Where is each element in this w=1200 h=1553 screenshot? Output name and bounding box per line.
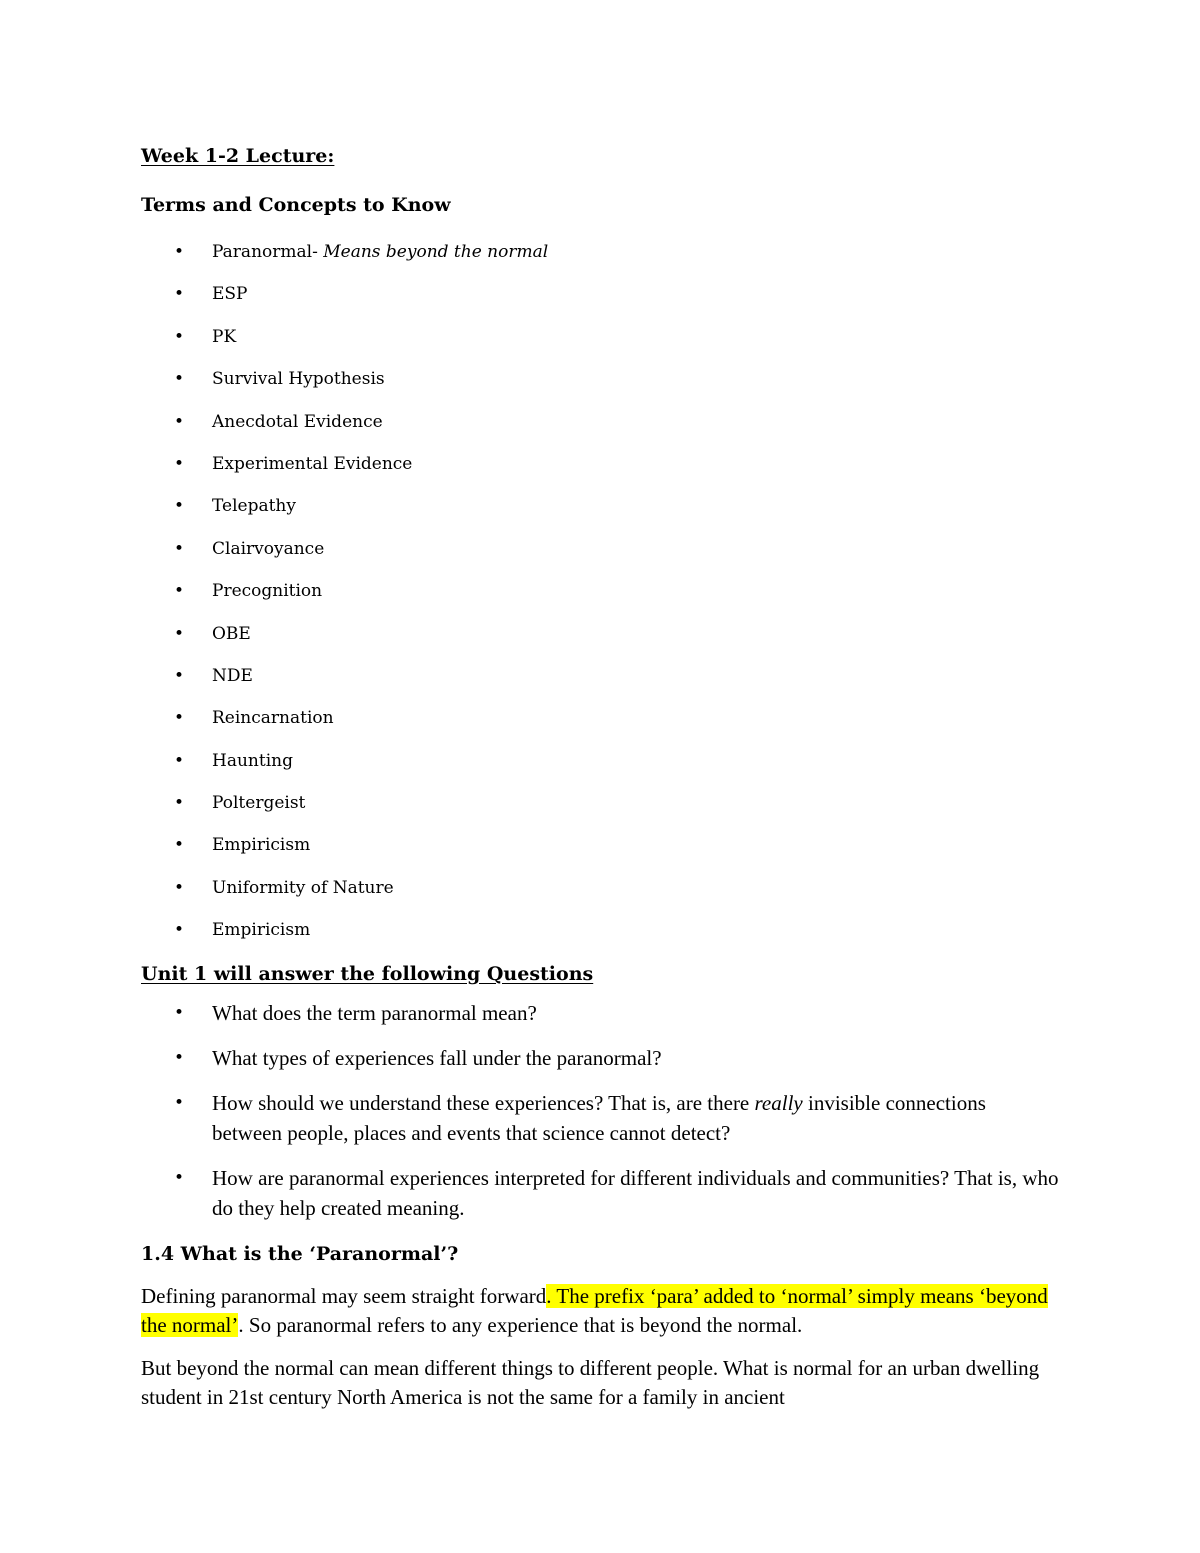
paragraph-context: But beyond the normal can mean different things to different people. What is normal for an urban dwelling student in 21st century North America is not the same for a family in ancient [141, 1355, 1040, 1409]
bullet-icon: • [174, 369, 185, 390]
paragraph-definition [141, 1282, 1061, 1340]
term-label: Anecdotal Evidence [212, 411, 383, 432]
bullet-icon: • [174, 793, 185, 814]
bullet-icon: • [174, 581, 185, 602]
list-item [141, 782, 1061, 824]
list-item [141, 697, 1061, 739]
bullet-icon: • [174, 242, 185, 262]
bullet-icon: • [174, 496, 185, 517]
term-label: Telepathy [212, 496, 296, 517]
bullet-icon: • [174, 1167, 185, 1188]
term-label: Paranormal- [212, 242, 324, 262]
list-item [141, 485, 1061, 527]
list-item [141, 655, 1061, 697]
question-text: What does the term paranormal mean? [212, 1000, 537, 1025]
bullet-icon: • [174, 750, 185, 771]
bullet-icon: • [174, 623, 185, 644]
bullet-icon: • [174, 1092, 185, 1113]
list-item [141, 443, 1061, 485]
list-item [141, 570, 1061, 612]
list-item [141, 740, 1061, 782]
list-item [141, 358, 1061, 400]
bullet-icon: • [174, 284, 185, 305]
document-body [141, 140, 1061, 1426]
question-emphasis: really [754, 1090, 803, 1115]
list-item [141, 231, 1061, 273]
term-label: Haunting [212, 750, 293, 771]
terms-subtitle: Terms and Concepts to Know [141, 194, 451, 216]
list-item [141, 1163, 1061, 1223]
question-text: How should we understand these experiences? That is, are there [212, 1090, 755, 1115]
term-label: Empiricism [212, 920, 311, 941]
bullet-icon: • [174, 1002, 185, 1023]
bullet-icon: • [174, 877, 185, 898]
bullet-icon: • [174, 708, 185, 729]
bullet-icon: • [174, 665, 185, 686]
list-item [141, 909, 1061, 951]
list-item [141, 316, 1061, 358]
list-item [141, 867, 1061, 909]
questions-list [141, 998, 1061, 1223]
bullet-icon: • [174, 920, 185, 941]
list-item [141, 273, 1061, 315]
term-label: Clairvoyance [212, 538, 325, 559]
list-item [141, 824, 1061, 866]
question-text: How are paranormal experiences interpreted for different individuals and communities? That is, who do they help created meaning. [212, 1165, 1059, 1220]
term-label: PK [212, 326, 237, 347]
question-text: invisible connections between people, places and events that science cannot detect? [212, 1090, 986, 1145]
list-item [141, 1088, 1061, 1148]
list-item [141, 613, 1061, 655]
lecture-title: Week 1-2 Lecture: [141, 145, 335, 167]
term-label: Survival Hypothesis [212, 369, 385, 390]
bullet-icon: • [174, 326, 185, 347]
term-label: NDE [212, 665, 253, 686]
term-label: Poltergeist [212, 793, 306, 814]
list-item [141, 1043, 1061, 1073]
term-label: Reincarnation [212, 708, 334, 729]
bullet-icon: • [174, 538, 185, 559]
term-label: OBE [212, 623, 251, 644]
bullet-icon: • [174, 411, 185, 432]
term-note: Means beyond the normal [323, 242, 549, 262]
paragraph-text: . So paranormal refers to any experience that is beyond the normal. [238, 1312, 803, 1337]
terms-list [141, 231, 1061, 952]
list-item [141, 401, 1061, 443]
term-label: Precognition [212, 581, 323, 602]
bullet-icon: • [174, 1047, 185, 1068]
paragraph-text: Defining paranormal may seem straight forward [141, 1283, 547, 1308]
unit-heading: Unit 1 will answer the following Questions [141, 962, 594, 985]
question-text: What types of experiences fall under the paranormal? [212, 1045, 662, 1070]
section-heading: 1.4 What is the ‘Paranormal’? [141, 1242, 459, 1265]
term-label: ESP [212, 284, 248, 305]
list-item [141, 998, 1061, 1028]
bullet-icon: • [174, 453, 185, 474]
highlighted-text: . The prefix ‘para’ added to ‘normal’ simply means ‘beyond the normal’ [141, 1283, 1048, 1337]
term-label: Uniformity of Nature [212, 877, 394, 898]
term-label: Experimental Evidence [212, 453, 413, 474]
term-label: Empiricism [212, 835, 311, 856]
list-item [141, 528, 1061, 570]
bullet-icon: • [174, 835, 185, 856]
